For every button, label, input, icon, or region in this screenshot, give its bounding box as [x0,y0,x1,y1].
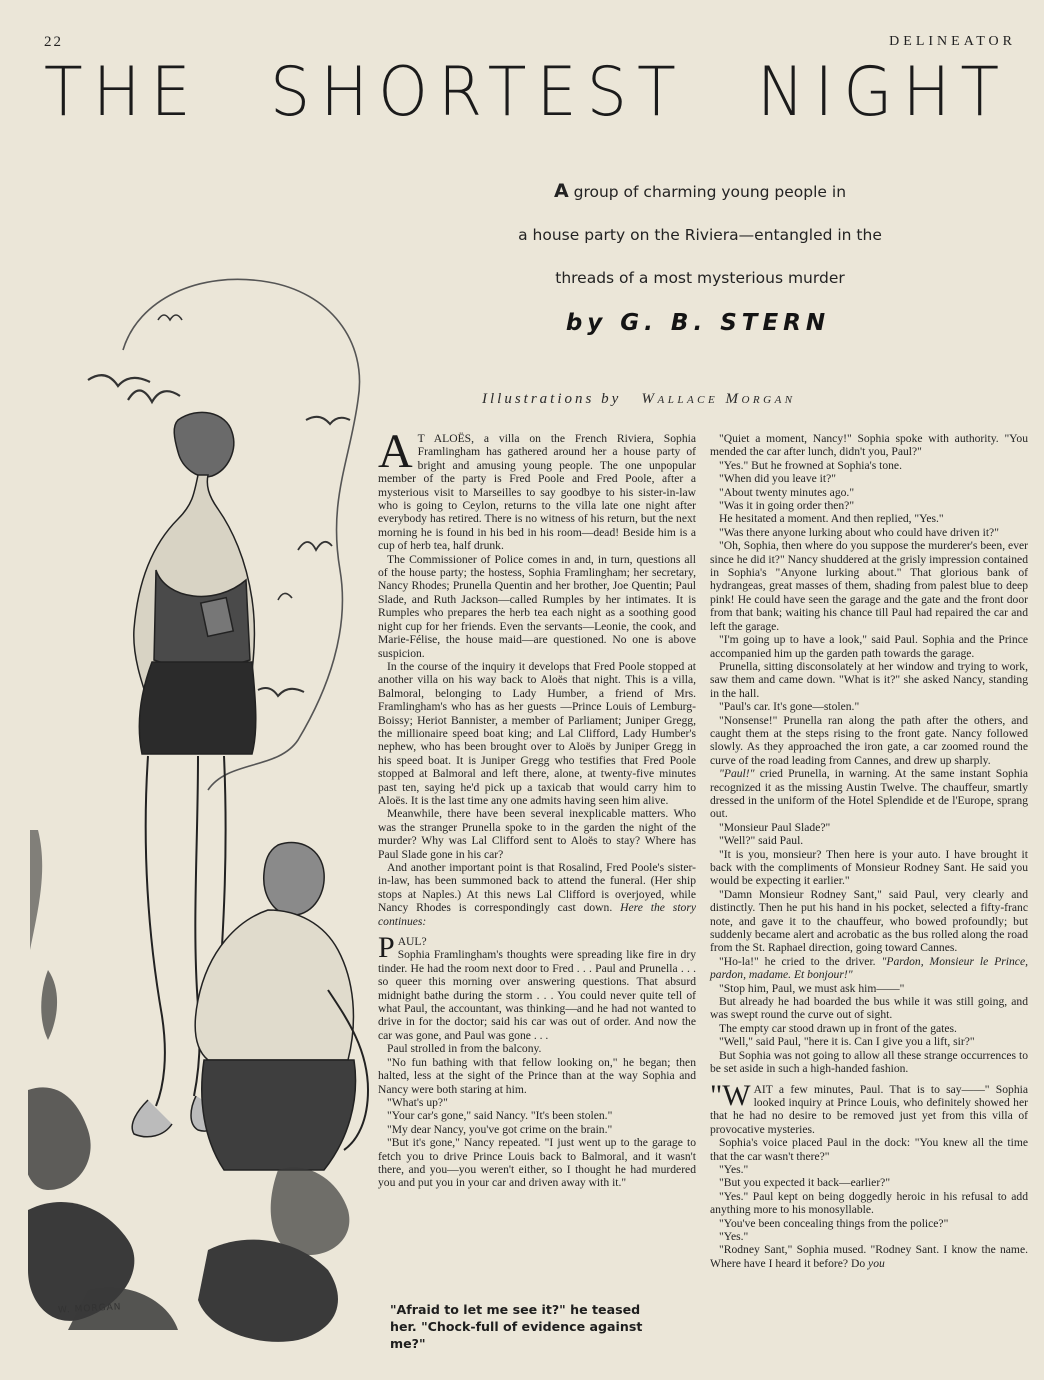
title-word-2: SHORTEST [270,53,687,132]
illustration-credit [482,391,922,408]
article-paragraph: "Was there anyone lurking about who could have driven it?" [719,525,999,539]
article-paragraph: "No fun bathing with that fellow looking on," he began; then halted, less at the sight of the Prince than at the way Sophia and Nancy were both staring at him. [378,1055,696,1096]
story-subhead [470,170,930,300]
article-paragraph: "Monsieur Paul Slade?" [719,820,831,834]
drop-cap: "W [710,1078,751,1112]
article-paragraph: "Nonsense!" Prunella ran along the path after the others, and caught them at the steps rising to the front gate. Nancy followed slowly. As they approached the iron gate, a car zoomed round the curve of the road leading from Cannes, and drew up sharply. [710,713,1028,767]
subhead-line-2: a house party on the Riviera—entangled in the [518,226,882,244]
subhead-line-1-text: group of charming young people in [568,183,847,201]
article-paragraph: "About twenty minutes ago." [719,485,855,499]
article-paragraph: "It is you, monsieur? Then here is your auto. I have brought it back with the compliments of Monsieur Rodney Sant. He said you would be expecting it earlier." [710,847,1028,888]
article-paragraph: "Well?" said Paul. [719,834,804,848]
title-word-1: THE [44,53,201,132]
lead-in: AUL? [397,935,427,949]
article-paragraph: The Commissioner of Police comes in and, in turn, questions all of the house party; the hostess, Sophia Framlingham; her secretary, Nancy Rhodes; Prunella Quentin and her brother, Joe Quentin; Paul Slade, and Ruth Jackson—called Rumples by her intimates. It is Rumples who prepares the herb tea each night as a soothing good night cup for her friends. Even the servants—Leonie, the cook, and Marie-Félise, the house maid—are questioned. No one is above suspicion. [378,552,696,660]
article-paragraph [710,955,1028,982]
caption-line-1: "Afraid to let me see it?" he teased [390,1302,641,1317]
article-paragraph: Paul strolled in from the balcony. [387,1042,542,1056]
seagull-3 [306,417,350,424]
title-word-3: NIGHT [757,53,1010,132]
seagull-5 [258,688,304,696]
story-illustration [28,270,378,1350]
paragraph-text: , a villa on the French Riviera, Sophia Framlingham has gathered around her a house party of bright and amusing young people. The one unpopular member of the party is Fred Poole and Fred Poole, after a mysterious visit to Marseilles to say goodbye to his sister-in-law who is going to Ceylon, returns to the villa late one night after everybody has retired. There is no witness of his return, but the next morning he is found in his bed in his room—dead! Beside him is a cup of herb tea, half drunk. [378,432,696,553]
article-paragraph: Meanwhile, there have been several inexplicable matters. Who was the stranger Prunella spoke to in the garden the night of the murder? Why was Lal Clifford sent to Aloës to stay? Where has Paul Slade gone in his car? [378,807,696,861]
illustration-caption [390,1301,670,1352]
article-paragraph [378,931,696,1042]
subhead-line-1 [470,170,930,214]
article-paragraph: But already he had boarded the bus while it was still going, and was swept round the curve out of sight. [710,995,1028,1022]
subhead-initial: A [553,180,569,202]
article-paragraph: "Damn Monsieur Rodney Sant," said Paul, very clearly and distinctly. Then he put his hand in his pocket, selected a fifty-franc note, and gave it to the chauffeur, who bowed profoundly; but suddenly became alert and acrobatic as the bus rolled along the road from the St. Raphael direction, going toward Cannes. [710,887,1028,955]
italic-text: you [868,1256,885,1270]
drop-cap: A [378,425,413,478]
paragraph-text: cried Prunella, in warning. At the same instant Sophia recognized it as the missing Austin Twelve. The chauffeur, smartly dressed in the uniform of the Hotel Splendide et de l'Europe, sprang out. [710,767,1028,821]
article-column-left [378,425,696,1272]
article-paragraph: "Yes." [719,1229,749,1243]
paragraph-text: Sophia Framlingham's thoughts were spreading like fire in dry tinder. He had the room next door to Fred . . . Paul and Prunella . . . so queer this morning over answering questions. That absurd midnight bathe during the storm . . . You could never quite tell of what Paul, the accountant, was thinking—and he had not wanted to drive in for the doctor; said his car was out of order. And now the car was gone, and Paul was gone . . . [378,948,696,1042]
paragraph-text: "Ho-la!" he cried to the driver. [719,954,882,968]
page-number: 22 [44,34,63,50]
article-paragraph: Prunella, sitting disconsolately at her window and trying to work, saw them and came down. "What is it?" she asked Nancy, standing in the hall. [710,659,1028,700]
article-paragraph [710,1243,1028,1270]
article-paragraph: "Yes." [719,1162,749,1176]
artist-signature: W. MORGAN [57,1302,122,1316]
credit-prefix: Illustrations by [482,391,622,407]
article-paragraph: "My dear Nancy, you've got crime on the brain." [387,1122,613,1136]
article-paragraph: "Quiet a moment, Nancy!" Sophia spoke with authority. "You mended the car after lunch, didn't you, Paul?" [710,432,1028,459]
man-figure [195,843,368,1170]
article-paragraph: The empty car stood drawn up in front of the gates. [719,1021,957,1035]
article-paragraph [710,1078,1028,1137]
story-continues: Here the story continues: [378,901,696,928]
article-paragraph: "I'm going up to have a look," said Paul. Sophia and the Prince accompanied him up the garden path towards the garage. [710,633,1028,660]
caption-line-2: her. "Chock-full of evidence against me?" [390,1319,643,1351]
drop-cap: P [378,931,395,965]
article-paragraph: "But it's gone," Nancy repeated. "I just went up to the garage to fetch you to drive Prince Louis back to Balmoral, and it wasn't there, and you—you weren't either, so I thought he had murdered you and put you in your car and driven away with it." [378,1136,696,1190]
article-paragraph: "When did you leave it?" [719,472,836,486]
article-paragraph [378,425,696,553]
paragraph-text: And another important point is that Rosalind, Fred Poole's sister-in-law, has been summoned back to attend the funeral. (Her ship stops at Naples.) At this news Lal Clifford is overjoyed, while Nancy Rhodes is correspondingly cast down. [378,861,696,915]
italic-text: "Pardon, Monsieur le Prince, pardon, madame. Et bonjour!" [710,954,1028,982]
paragraph-text: "Rodney Sant," Sophia mused. "Rodney Sant. I know the name. Where have I heard it before? Do [710,1243,1028,1270]
seagull-7 [158,315,182,320]
article-paragraph: "Yes." But he frowned at Sophia's tone. [719,458,902,472]
article-paragraph: "Oh, Sophia, then where do you suppose the murderer's been, ever since he did it?" Nancy shuddered at the grisly impression contained in Sophia's "Anyone lurking about." That glorious bank of hydrangeas, great masses of them, shading from palest blue to deep pink! He could have seen the garage and the gate and the front door from that bank; waiting his chance till Paul had repaired the car and left the garage. [710,539,1028,633]
italic-text: "Paul!" [719,767,755,781]
article-column-right [710,432,1028,1347]
article-paragraph: He hesitated a moment. And then replied, "Yes." [719,512,944,526]
magazine-title: DELINEATOR [889,34,1016,49]
article-paragraph: "Paul's car. It's gone—stolen." [719,700,860,714]
seagull-1 [88,375,150,386]
seagull-6 [278,593,292,600]
article-paragraph: "Was it in going order then?" [719,499,855,513]
article-paragraph [378,861,696,928]
article-paragraph: "You've been concealing things from the police?" [719,1216,949,1230]
author-byline: by G. B. STERN [565,310,831,336]
seagull-2 [128,390,180,402]
article-paragraph: "What's up?" [387,1095,448,1109]
credit-illustrator: Wallace Morgan [641,391,796,407]
subhead-line-3: threads of a most mysterious murder [555,269,845,287]
article-paragraph [710,767,1028,821]
story-title [44,53,1024,132]
lead-in: T ALOËS [417,432,472,445]
seagull-4 [298,542,332,550]
article-paragraph: "Your car's gone," said Nancy. "It's been stolen." [387,1109,613,1123]
article-paragraph: "But you expected it back—earlier?" [719,1176,891,1190]
paragraph-text: a few minutes, Paul. That is to say——" Sophia looked inquiry at Prince Louis, who definitely showed her that he had no desire to be removed just yet from this villa of provocative mysteries. [710,1082,1028,1136]
lead-in: AIT [753,1082,773,1096]
article-paragraph: "Well," said Paul, "here it is. Can I give you a lift, sir?" [719,1035,975,1049]
article-paragraph: In the course of the inquiry it develops that Fred Poole stopped at another villa on his way back to Aloës that night. This is a villa, Balmoral, belonging to Lady Humber, a friend of Mrs. Framlingham's who has as her guests —Prince Louis of Lemburg-Boissy; Heriot Bannister, a member of Parliament; Juniper Gregg, the millionaire speed boat king; and Lal Clifford, Lady Humber's nephew, who has been brought over to Aloës by Juniper Gregg in his speed boat. It is Juniper Gregg who testifies that Fred Poole stopped at Balmoral and left there, alone, at twenty-five minutes past ten, saying he'd pick up a taxicab that would carry him to Aloës. It is the last time any one admits having seen him alive. [378,659,696,807]
article-paragraph: "Stop him, Paul, we must ask him——" [719,981,905,995]
article-paragraph: "Yes." Paul kept on being doggedly heroic in his refusal to add anything more to his monosyllable. [710,1189,1028,1217]
article-paragraph: But Sophia was not going to allow all these strange occurrences to be set aside in such a high-handed fashion. [710,1048,1028,1076]
article-paragraph: Sophia's voice placed Paul in the dock: "You knew all the time that the car wasn't there?" [710,1136,1028,1163]
